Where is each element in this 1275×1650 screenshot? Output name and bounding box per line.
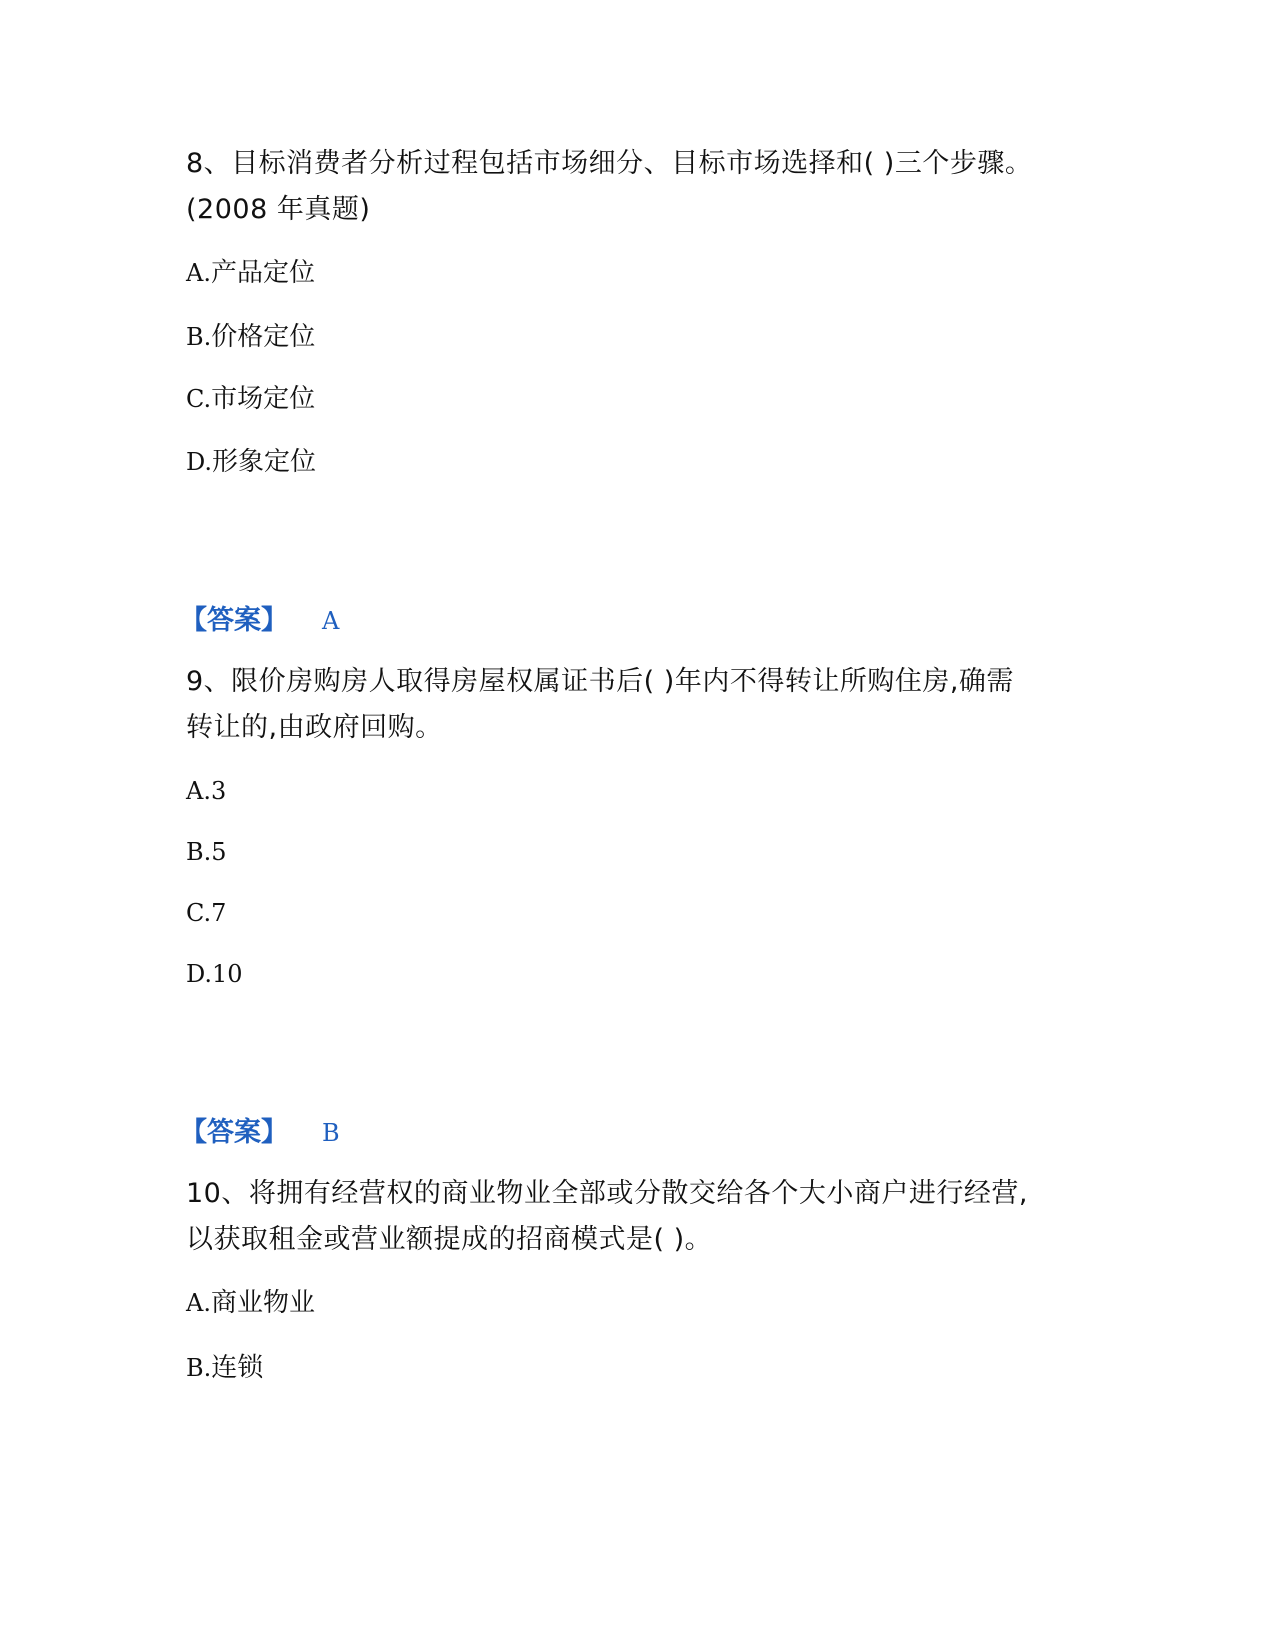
question-8-option-c [186, 382, 315, 416]
question-9-answer [180, 1115, 340, 1151]
question-9-line-1: 9、限价房购房人取得房屋权属证书后( )年内不得转让所购住房,确需 [186, 666, 1014, 697]
option-key: B. [186, 838, 212, 866]
option-key: B. [186, 323, 212, 351]
question-8-answer [180, 603, 339, 639]
option-text: 3 [210, 777, 227, 805]
question-10-option-a [186, 1286, 315, 1320]
option-key: A. [186, 1289, 211, 1317]
question-8-option-d [186, 445, 316, 479]
question-9-option-d [186, 957, 243, 991]
answer-label: 【答案】 [180, 1117, 288, 1148]
option-text: 7 [211, 899, 227, 927]
question-8-line-2: (2008 年真题) [186, 194, 371, 225]
answer-label: 【答案】 [180, 605, 288, 636]
option-text: 5 [211, 838, 227, 866]
option-text: 连锁 [211, 1353, 264, 1383]
option-key: C. [186, 899, 212, 927]
option-key: A. [186, 777, 211, 805]
option-text: 形象定位 [212, 447, 317, 477]
question-8-option-b [186, 320, 315, 354]
question-9-line-2: 转让的,由政府回购。 [186, 712, 443, 743]
question-9-option-b [186, 835, 227, 869]
answer-value: A [322, 607, 340, 635]
option-text: 10 [212, 960, 243, 988]
question-9-option-c [186, 896, 226, 930]
option-text: 市场定位 [211, 384, 316, 414]
question-8-option-a [186, 256, 315, 290]
option-key: D. [186, 448, 213, 476]
question-10-line-2: 以获取租金或营业额提成的招商模式是( )。 [186, 1224, 713, 1255]
question-9-option-a [186, 774, 226, 808]
option-key: D. [186, 960, 213, 988]
question-10-option-b [186, 1351, 263, 1385]
option-key: A. [186, 259, 211, 287]
question-10-line-1: 10、将拥有经营权的商业物业全部或分散交给各个大小商户进行经营, [186, 1178, 1028, 1209]
option-key: C. [186, 385, 212, 413]
option-key: B. [186, 1354, 212, 1382]
answer-value: B [322, 1119, 340, 1147]
option-text: 价格定位 [211, 322, 316, 352]
option-text: 商业物业 [210, 1288, 315, 1318]
option-text: 产品定位 [210, 258, 315, 288]
question-8-line-1: 8、目标消费者分析过程包括市场细分、目标市场选择和( )三个步骤。 [186, 148, 1033, 179]
